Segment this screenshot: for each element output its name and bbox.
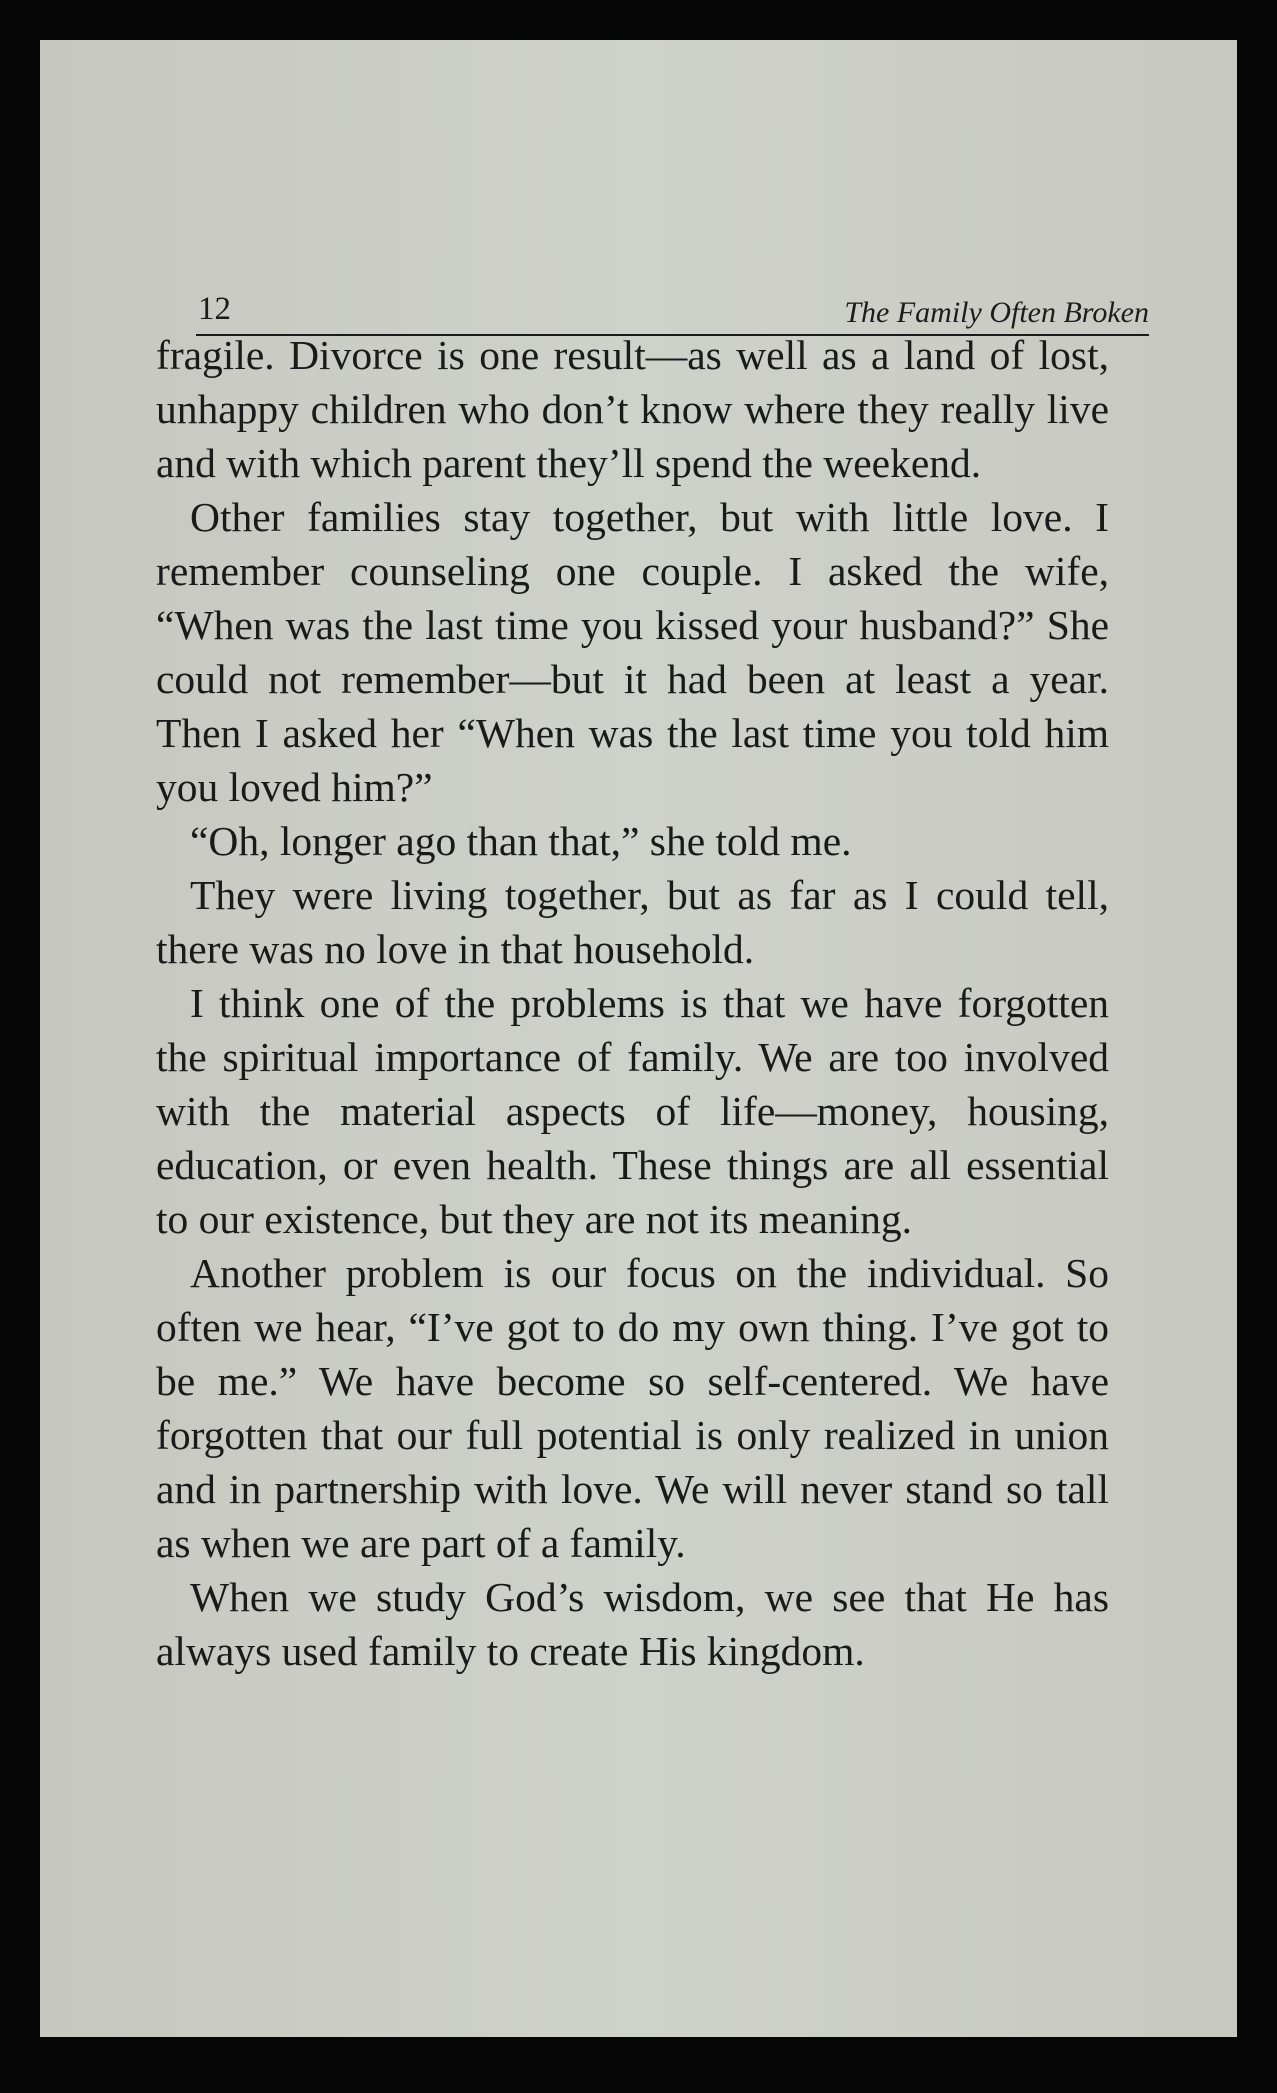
paragraph: They were living together, but as far as I could tell, there was no love in that household.	[156, 872, 1109, 972]
running-head: The Family Often Broken	[844, 296, 1149, 329]
paragraph: I think one of the problems is that we have forgotten the spiritual importance of family. We are too involved with the material aspects of life—money, housing, education, or even health. These things are all essential to our existence, but they are not its meaning.	[156, 980, 1109, 1242]
paragraph: fragile. Divorce is one result—as well as a land of lost, unhappy children who don’t know where they really live and with which parent they’ll spend the weekend.	[156, 332, 1109, 486]
page-number: 12	[198, 291, 231, 327]
paragraph: When we study God’s wisdom, we see that He has always used family to create His kingdom.	[156, 1574, 1109, 1674]
body-text	[156, 328, 1109, 1678]
paragraph: Another problem is our focus on the individual. So often we hear, “I’ve got to do my own thing. I’ve got to be me.” We have become so self-centered. We have forgotten that our full potential is only realized in union and in partnership with love. We will never stand so tall as when we are part of a family.	[156, 1250, 1109, 1566]
paragraph: Other families stay together, but with little love. I remember counseling one couple. I asked the wife, “When was the last time you kissed your husband?” She could not remember—but it had been at least a year. Then I asked her “When was the last time you told him you loved him?”	[156, 494, 1109, 810]
paragraph: “Oh, longer ago than that,” she told me.	[190, 818, 852, 864]
